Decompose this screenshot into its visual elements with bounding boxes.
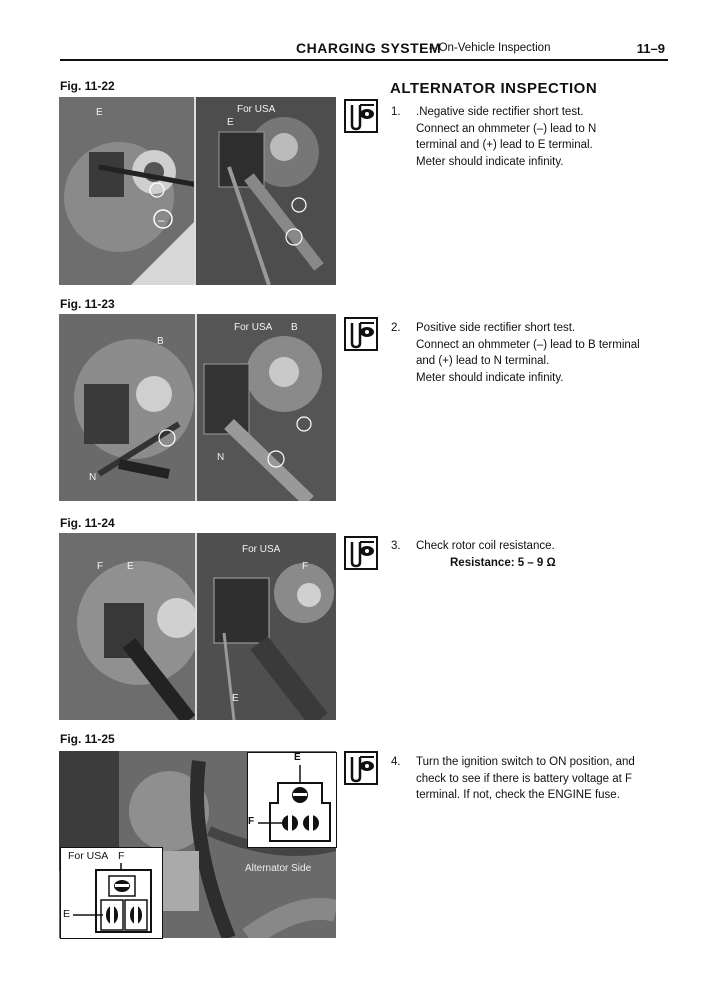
header-section: CHARGING SYSTEM	[296, 40, 442, 56]
inspection-eye-icon	[344, 751, 378, 785]
inset-label-usa-f: F	[118, 850, 125, 862]
connector-diagram-usa	[60, 847, 163, 939]
figure-photo	[59, 97, 336, 285]
step-line: and (+) lead to N terminal.	[416, 355, 550, 367]
inspection-eye-icon	[344, 536, 378, 570]
figure-photo	[59, 533, 336, 720]
inset-label-f: F	[248, 816, 255, 827]
step-line: Turn the ignition switch to ON position, and	[416, 756, 635, 768]
step-1	[391, 104, 671, 174]
step-line: terminal and (+) lead to E terminal.	[416, 139, 593, 151]
step-line: terminal. If not, check the ENGINE fuse.	[416, 789, 620, 801]
inspection-eye-icon	[344, 317, 378, 351]
step-line: Meter should indicate infinity.	[416, 371, 564, 384]
photo-label-e2: E	[232, 693, 239, 704]
inset-label-e: E	[294, 752, 301, 763]
step-4	[391, 754, 671, 809]
photo-label-f: F	[97, 561, 104, 572]
photo-label-usa: For USA	[234, 322, 273, 333]
photo-label-n2: N	[217, 452, 225, 463]
inset-label-usa-e: E	[63, 908, 71, 920]
photo-label-b2: B	[157, 336, 164, 347]
step-number: 1.	[391, 106, 401, 118]
step-line: Connect an ohmmeter (–) lead to B terminal	[416, 338, 640, 351]
connector-diagram	[247, 752, 337, 848]
resistance-spec: Resistance: 5 – 9 Ω	[450, 556, 556, 569]
svg-text:–: –	[158, 213, 165, 227]
photo-label-f2: F	[302, 561, 309, 572]
section-title: ALTERNATOR INSPECTION	[390, 80, 598, 97]
step-line: Connect an ohmmeter (–) lead to N	[416, 122, 597, 135]
step-number: 3.	[391, 540, 401, 552]
photo-label-usa: For USA	[242, 544, 281, 555]
header-subsection: – On-Vehicle Inspection	[429, 42, 551, 54]
photo-label-alt-side: Alternator Side	[245, 863, 312, 874]
step-line: Meter should indicate infinity.	[416, 155, 564, 168]
figure-label: Fig. 11-24	[60, 516, 115, 530]
photo-label-e2: E	[227, 117, 234, 128]
photo-label-e: E	[127, 561, 134, 572]
photo-label-usa: For USA	[237, 104, 276, 115]
step-line: check to see if there is battery voltage at F	[416, 772, 633, 785]
step-line: Positive side rectifier short test.	[416, 322, 576, 334]
step-line: Check rotor coil resistance.	[416, 540, 555, 552]
step-3	[391, 538, 671, 578]
inspection-eye-icon	[344, 99, 378, 133]
photo-label-n: N	[89, 472, 97, 483]
page-number: 11–9	[636, 41, 665, 56]
step-2	[391, 320, 671, 390]
figure-label: Fig. 11-22	[60, 79, 115, 93]
inset-label-usa: For USA	[68, 850, 109, 862]
step-number: 4.	[391, 756, 401, 768]
header-rule	[60, 59, 668, 61]
photo-label-e: E	[96, 107, 103, 118]
step-line: .Negative side rectifier short test.	[416, 106, 584, 118]
step-number: 2.	[391, 322, 401, 334]
figure-photo	[59, 314, 336, 501]
figure-label: Fig. 11-23	[60, 297, 115, 311]
figure-label: Fig. 11-25	[60, 732, 115, 746]
photo-label-b: B	[291, 322, 298, 333]
page-header	[296, 40, 667, 58]
